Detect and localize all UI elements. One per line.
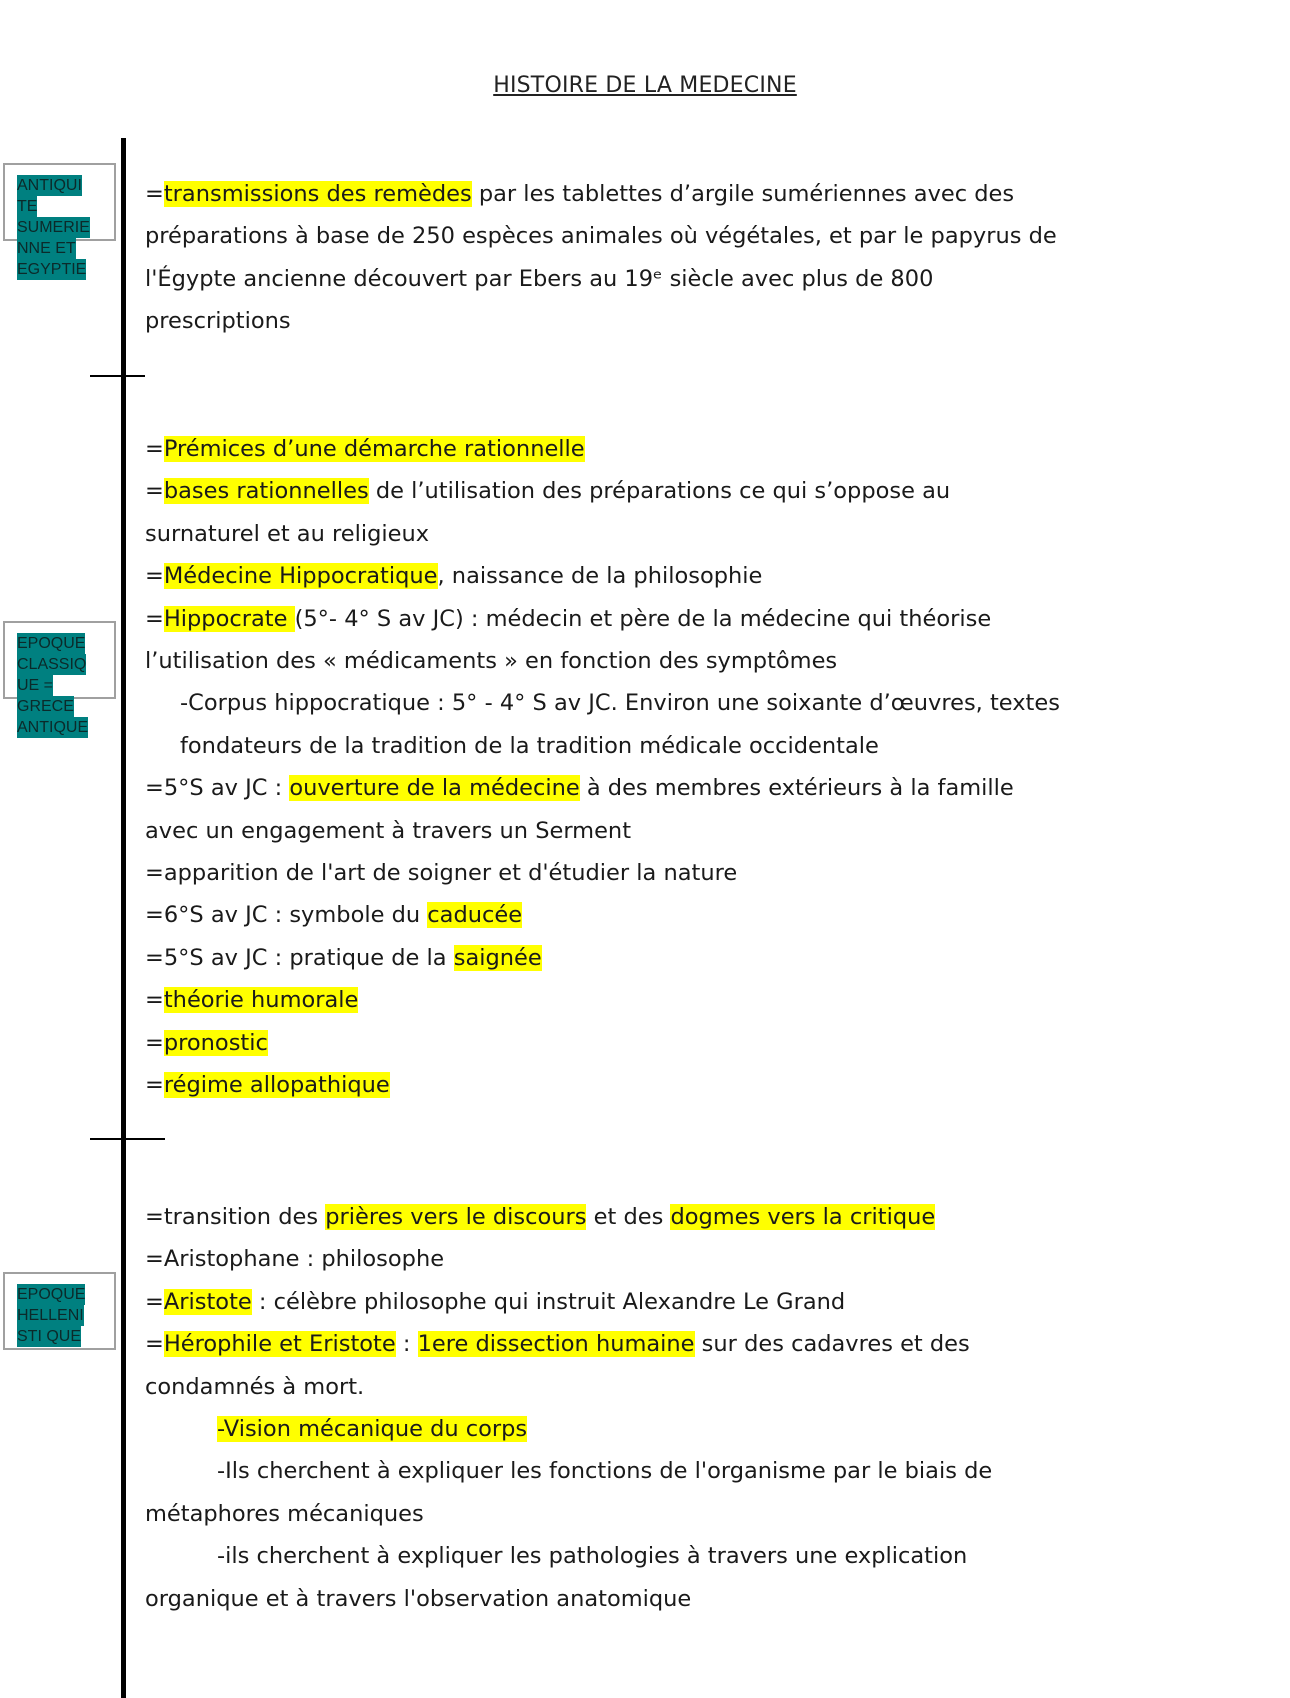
highlighted-text: Médecine Hippocratique xyxy=(163,563,438,590)
era-label-line: HELLENI xyxy=(17,1307,84,1324)
text-segment: = xyxy=(145,1288,164,1315)
timeline-axis xyxy=(121,138,126,1698)
text-line xyxy=(145,1196,1155,1238)
text-segment: =6°S av JC : symbole du xyxy=(145,902,428,929)
text-line xyxy=(145,173,1155,215)
highlighted-text: caducée xyxy=(427,902,523,929)
highlighted-text: transmissions des remèdes xyxy=(163,181,472,207)
text-line xyxy=(145,1281,1155,1323)
text-segment: =5°S av JC : pratique de la xyxy=(145,944,454,971)
era-label-line: STI QUE xyxy=(17,1328,82,1345)
text-segment: = xyxy=(145,563,164,590)
text-segment: (5°- 4° S av JC) : médecin et père de la médecine qui théorise xyxy=(294,605,992,632)
era-label xyxy=(17,633,105,736)
text-segment: =transition des xyxy=(145,1204,326,1230)
text-segment: prescriptions xyxy=(145,308,291,335)
highlighted-text: Aristote xyxy=(163,1288,252,1315)
text-line xyxy=(145,1578,1155,1620)
text-segment: métaphores mécaniques xyxy=(145,1500,424,1527)
text-segment: : célèbre philosophe qui instruit Alexandre Le Grand xyxy=(251,1288,846,1315)
text-segment: par les tablettes d’argile sumériennes avec des xyxy=(471,181,1015,207)
text-segment: , naissance de la philosophie xyxy=(437,563,763,590)
era-label-line: ANTIQUI xyxy=(17,177,82,194)
text-line xyxy=(145,428,1155,470)
era-label xyxy=(17,1284,105,1344)
era-label-box xyxy=(3,163,116,278)
section-epoque-hellenistique xyxy=(145,1196,1155,1620)
text-line xyxy=(145,725,1155,767)
text-line xyxy=(145,682,1155,724)
text-line xyxy=(145,640,1155,682)
text-segment: = xyxy=(145,478,164,505)
highlighted-text: dogmes vers la critique xyxy=(670,1204,936,1230)
text-segment: -Corpus hippocratique : 5° - 4° S av JC. Environ une soixante d’œuvres, textes xyxy=(180,690,1060,717)
highlighted-text: saignée xyxy=(453,944,542,971)
text-line xyxy=(145,1366,1155,1408)
text-segment: = xyxy=(145,1029,164,1056)
text-segment: surnaturel et au religieux xyxy=(145,520,430,547)
text-segment: = xyxy=(145,1331,164,1358)
era-label-line: EPOQUE xyxy=(17,1286,86,1303)
text-line xyxy=(145,1238,1155,1280)
highlighted-text: Hippocrate xyxy=(163,605,295,632)
text-line xyxy=(145,1493,1155,1535)
era-label-line: EPOQUE xyxy=(17,635,86,652)
highlighted-text: Hérophile et Eristote xyxy=(163,1331,396,1358)
text-segment: =5°S av JC : xyxy=(145,775,290,802)
highlighted-text: bases rationnelles xyxy=(163,478,369,505)
highlighted-text: prières vers le discours xyxy=(325,1204,587,1230)
text-line xyxy=(145,1408,1155,1450)
timeline-tick xyxy=(90,1138,165,1140)
text-line xyxy=(145,979,1155,1021)
highlighted-text: -Vision mécanique du corps xyxy=(217,1416,528,1443)
text-line xyxy=(145,598,1155,640)
text-segment: sur des cadavres et des xyxy=(694,1331,970,1358)
text-segment: -Ils cherchent à expliquer les fonctions de l'organisme par le biais de xyxy=(217,1458,993,1485)
text-line xyxy=(145,258,1155,300)
text-line xyxy=(145,937,1155,979)
text-line xyxy=(145,555,1155,597)
text-line xyxy=(145,1064,1155,1106)
text-line xyxy=(145,1535,1155,1577)
era-label-box xyxy=(3,621,116,736)
era-label-line: SUMERIE xyxy=(17,219,90,236)
text-line xyxy=(145,1323,1155,1365)
text-segment: = xyxy=(145,605,164,632)
text-segment: l'Égypte ancienne découvert par Ebers au 19ᵉ siècle avec plus de 800 xyxy=(145,265,934,292)
text-segment: préparations à base de 250 espèces animales où végétales, et par le papyrus de xyxy=(145,223,1057,250)
text-segment: de l’utilisation des préparations ce qui s’oppose au xyxy=(368,478,951,505)
text-segment: -ils cherchent à expliquer les pathologies à travers une explication xyxy=(217,1543,968,1570)
era-label-line: CLASSIQ xyxy=(17,656,87,673)
era-label xyxy=(17,175,105,278)
text-line xyxy=(145,300,1155,342)
text-line xyxy=(145,215,1155,257)
text-segment: l’utilisation des « médicaments » en fonction des symptômes xyxy=(145,648,838,675)
highlighted-text: ouverture de la médecine xyxy=(289,775,580,802)
text-segment: avec un engagement à travers un Serment xyxy=(145,817,632,844)
era-label-line: EGYPTIE xyxy=(17,261,87,278)
timeline-tick xyxy=(90,375,145,377)
text-segment: = xyxy=(145,987,164,1014)
text-segment: = xyxy=(145,436,164,462)
text-line xyxy=(145,1450,1155,1492)
highlighted-text: régime allopathique xyxy=(163,1072,390,1099)
text-segment: =Aristophane : philosophe xyxy=(145,1246,445,1273)
text-line xyxy=(145,1022,1155,1064)
text-segment: et des xyxy=(586,1204,671,1230)
text-segment: : xyxy=(395,1331,418,1358)
text-segment: = xyxy=(145,181,164,207)
highlighted-text: 1ere dissection humaine xyxy=(417,1331,695,1358)
highlighted-text: théorie humorale xyxy=(163,987,359,1014)
text-segment: organique et à travers l'observation anatomique xyxy=(145,1585,692,1612)
text-line xyxy=(145,852,1155,894)
text-line xyxy=(145,513,1155,555)
highlighted-text: Prémices d’une démarche rationnelle xyxy=(163,436,585,462)
document-title: HISTOIRE DE LA MEDECINE xyxy=(493,73,797,98)
text-line xyxy=(145,470,1155,512)
era-label-line: GRECE xyxy=(17,698,74,715)
text-line xyxy=(145,894,1155,936)
text-segment: fondateurs de la tradition de la tradition médicale occidentale xyxy=(180,732,879,759)
text-segment: =apparition de l'art de soigner et d'étudier la nature xyxy=(145,860,738,887)
section-epoque-classique xyxy=(145,428,1155,1107)
era-label-line: TE xyxy=(17,198,38,215)
era-label-line: ANTIQUE xyxy=(17,719,89,736)
text-line xyxy=(145,810,1155,852)
section-antiquite xyxy=(145,173,1155,343)
era-label-line: NNE ET xyxy=(17,240,76,257)
highlighted-text: pronostic xyxy=(163,1029,268,1056)
text-segment: = xyxy=(145,1072,164,1099)
text-segment: condamnés à mort. xyxy=(145,1373,365,1400)
text-line xyxy=(145,767,1155,809)
text-segment: à des membres extérieurs à la famille xyxy=(579,775,1014,802)
era-label-box xyxy=(3,1272,116,1350)
era-label-line: UE = xyxy=(17,677,54,694)
